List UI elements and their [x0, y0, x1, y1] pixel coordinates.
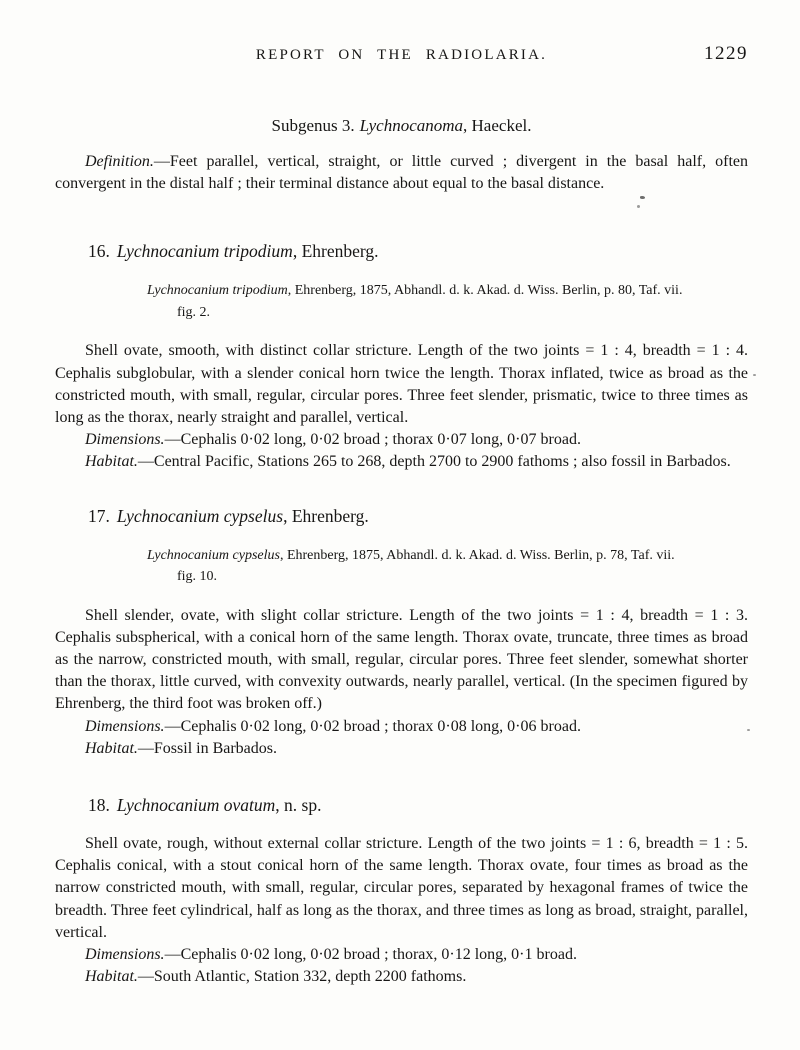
subgenus-name: Lychnocanoma	[359, 116, 464, 135]
species-number: 16.	[88, 241, 110, 262]
species-number: 18.	[88, 795, 110, 816]
habitat-label: Habitat.	[85, 453, 138, 471]
species-habitat	[55, 738, 748, 760]
species-section-18	[55, 794, 748, 988]
habitat-label: Habitat.	[85, 739, 138, 757]
species-dimensions	[55, 944, 748, 966]
scan-speckle	[747, 729, 750, 731]
dimensions-label: Dimensions.	[85, 431, 165, 449]
subgenus-heading	[55, 116, 748, 136]
species-dimensions	[55, 429, 748, 451]
dimensions-label: Dimensions.	[85, 946, 165, 964]
species-name: Lychnocanium cypselus	[116, 505, 284, 526]
definition-label: Definition.	[85, 153, 154, 170]
species-heading	[88, 794, 748, 816]
species-description: Shell ovate, smooth, with distinct collar stricture. Length of the two joints = 1 : 4, breadth = 1 : 4. Cephalis subglobular, with a slender conical horn twice the length. Thorax inflated, twice as broad as the constricted mouth, with small, regular, circular pores. Three feet slender, prismatic, twice to three times as long as the thorax, nearly straight and parallel, vertical.	[55, 342, 748, 427]
habitat-label: Habitat.	[85, 968, 138, 986]
species-description: Shell ovate, rough, without external collar stricture. Length of the two joints = 1 : 6, breadth = 1 : 5. Cephalis conical, with a stout conical horn of the same length. Thorax ovate, four times as broad as the narrow constricted mouth, with small, regular, circular pores, separated by hexagonal frames of twice the breadth. Three feet cylindrical, half as long as the thorax, and three times as long as broad, straight, parallel, vertical.	[55, 835, 748, 941]
page-number: 1229	[704, 43, 748, 64]
species-section-16	[55, 240, 748, 473]
species-habitat	[55, 966, 748, 988]
citation-species-name: Lychnocanium cypselus	[147, 547, 280, 563]
habitat-text: —Fossil in Barbados.	[137, 739, 278, 757]
species-section-17	[55, 505, 748, 760]
citation-figure: fig. 10.	[177, 569, 218, 585]
species-citation	[147, 545, 748, 588]
page-header	[55, 43, 748, 67]
scan-speckle	[640, 196, 645, 199]
species-name: Lychnocanium ovatum	[116, 795, 276, 816]
dimensions-text: —Cephalis 0·02 long, 0·02 broad ; thorax, 0·12 long, 0·1 broad.	[164, 946, 577, 964]
species-name: Lychnocanium tripodium	[116, 241, 293, 262]
dimensions-label: Dimensions.	[85, 717, 165, 735]
definition-text: —Feet parallel, vertical, straight, or little curved ; divergent in the basal half, often convergent in the distal half ; their terminal distance about equal to the basal distance.	[55, 153, 748, 193]
species-heading	[88, 505, 748, 527]
citation-line	[147, 545, 748, 567]
dimensions-text: —Cephalis 0·02 long, 0·02 broad ; thorax 0·08 long, 0·06 broad.	[164, 717, 581, 735]
subgenus-author: , Haeckel.	[463, 116, 532, 135]
species-citation	[147, 280, 748, 323]
species-habitat	[55, 451, 748, 473]
running-head: REPORT ON THE RADIOLARIA.	[255, 47, 548, 63]
species-author: , n. sp.	[275, 795, 322, 816]
scan-speckle	[753, 374, 756, 376]
species-author: , Ehrenberg.	[292, 241, 379, 262]
definition-paragraph	[55, 151, 748, 195]
species-description: Shell slender, ovate, with slight collar stricture. Length of the two joints = 1 : 4, breadth = 1 : 3. Cephalis subspherical, with a conical horn of the same length. Thorax ovate, truncate, three times as broad as the narrow, constricted mouth, with small, regular, circular pores. Three feet slender, somewhat shorter than the thorax, little curved, with convexity outwards, nearly parallel, vertical. (In the specimen figured by Ehrenberg, the third foot was broken off.)	[55, 606, 748, 713]
species-number: 17.	[88, 505, 110, 526]
subgenus-prefix: Subgenus 3.	[271, 116, 355, 135]
species-heading	[88, 240, 748, 262]
scan-speckle	[637, 205, 640, 208]
citation-species-name: Lychnocanium tripodium	[147, 283, 288, 299]
species-author: , Ehrenberg.	[283, 505, 369, 526]
citation-figure: fig. 2.	[177, 304, 211, 320]
citation-line	[147, 280, 748, 302]
citation-reference: , Ehrenberg, 1875, Abhandl. d. k. Akad. d. Wiss. Berlin, p. 78, Taf. vii.	[279, 547, 675, 563]
habitat-text: —Central Pacific, Stations 265 to 268, depth 2700 to 2900 fathoms ; also fossil in Barbados.	[137, 453, 731, 471]
citation-reference: , Ehrenberg, 1875, Abhandl. d. k. Akad. d. Wiss. Berlin, p. 80, Taf. vii.	[287, 283, 683, 299]
species-dimensions	[55, 716, 748, 738]
dimensions-text: —Cephalis 0·02 long, 0·02 broad ; thorax 0·07 long, 0·07 broad.	[164, 431, 581, 449]
habitat-text: —South Atlantic, Station 332, depth 2200 fathoms.	[137, 968, 467, 986]
